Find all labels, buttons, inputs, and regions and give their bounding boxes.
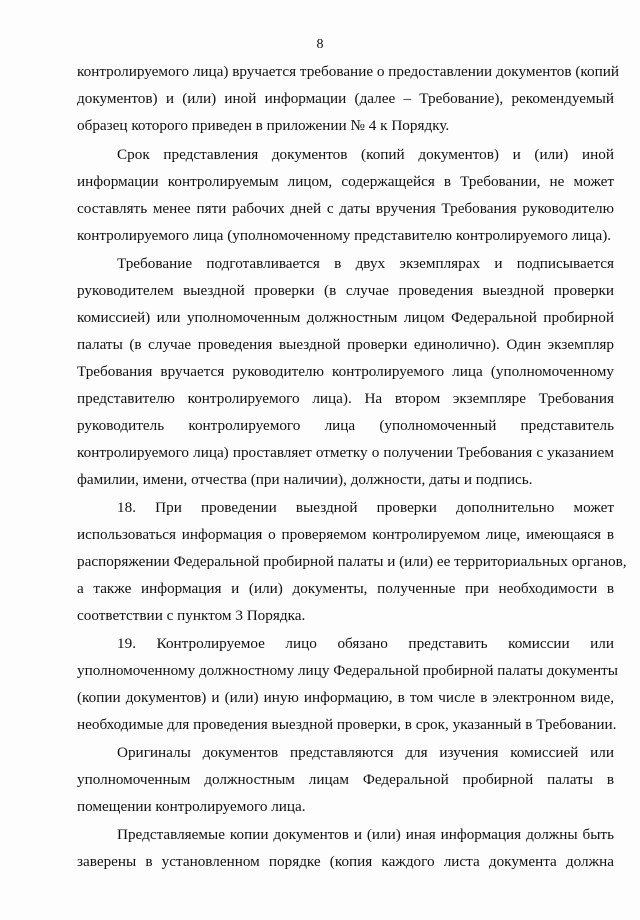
text-line: Требования вручается руководителю контролируемого лица (уполномоченному <box>77 363 614 380</box>
text-line: распоряжении Федеральной пробирной палаты и (или) ее территориальных органов, <box>77 553 627 570</box>
text-line: уполномоченным должностным лицам Федеральной пробирной палаты в <box>77 771 614 788</box>
text-line: помещении контролируемого лица. <box>77 798 306 815</box>
text-line: руководитель контролируемого лица (уполномоченный представитель <box>77 417 614 434</box>
text-line: (копии документов) и (или) иную информацию, в том числе в электронном виде, <box>77 689 614 706</box>
text-line: контролируемого лица (уполномоченному представителю контролируемого лица). <box>77 227 612 244</box>
text-line: представителю контролируемого лица). На втором экземпляре Требования <box>77 390 614 407</box>
text-line: заверены в установленном порядке (копия каждого листа документа должна <box>77 853 614 870</box>
text-line: руководителем выездной проверки (в случае проведения выездной проверки <box>77 282 614 299</box>
text-line: палаты (в случае проведения выездной проверки единолично). Один экземпляр <box>77 336 614 353</box>
text-line: использоваться информация о проверяемом контролируемом лице, имеющаяся в <box>77 526 614 543</box>
text-line: документов) и (или) иной информации (далее – Требование), рекомендуемый <box>77 90 614 107</box>
text-line: необходимые для проведения выездной проверки, в срок, указанный в Требовании. <box>77 716 617 733</box>
text-line: 19. Контролируемое лицо обязано представить комиссии или <box>117 635 614 652</box>
text-line: Срок представления документов (копий документов) и (или) иной <box>117 146 614 163</box>
text-line: информации контролируемым лицом, содержащейся в Требовании, не может <box>77 173 614 190</box>
text-line: контролируемого лица) проставляет отметку о получении Требования с указанием <box>77 444 614 461</box>
text-line: контролируемого лица) вручается требование о предоставлении документов (копий <box>77 63 619 80</box>
text-line: составлять менее пяти рабочих дней с даты вручения Требования руководителю <box>77 200 614 217</box>
text-line: соответствии с пунктом 3 Порядка. <box>77 607 306 624</box>
text-line: уполномоченному должностному лицу Федеральной пробирной палаты документы <box>77 662 619 679</box>
text-line: комиссией) или уполномоченным должностным лицом Федеральной пробирной <box>77 309 614 326</box>
text-line: 18. При проведении выездной проверки дополнительно может <box>117 499 614 516</box>
text-line: Представляемые копии документов и (или) иная информация должны быть <box>117 826 614 843</box>
text-line: а также информация и (или) документы, полученные при необходимости в <box>77 580 614 597</box>
text-line: Требование подготавливается в двух экземплярах и подписывается <box>117 255 614 272</box>
text-line: фамилии, имени, отчества (при наличии), должности, даты и подпись. <box>77 471 533 488</box>
page-number: 8 <box>316 37 324 52</box>
text-line: образец которого приведен в приложении № 4 к Порядку. <box>77 117 450 134</box>
text-line: Оригиналы документов представляются для изучения комиссией или <box>117 744 614 761</box>
